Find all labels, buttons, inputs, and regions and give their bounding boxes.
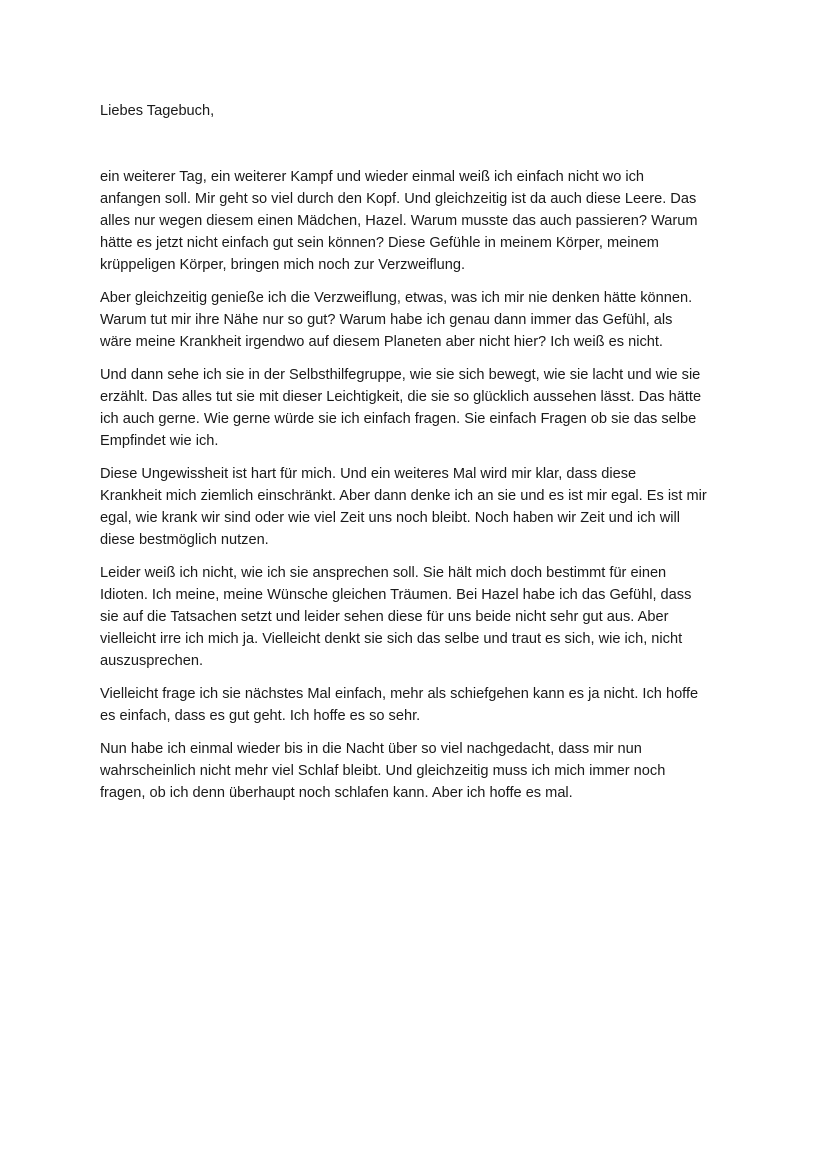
text-line: auszusprechen. bbox=[100, 653, 204, 669]
text-line: es einfach, dass es gut geht. Ich hoffe es so sehr. bbox=[100, 708, 421, 724]
salutation: Liebes Tagebuch, bbox=[100, 103, 215, 119]
diary-entry bbox=[100, 100, 725, 815]
text-line: fragen, ob ich denn überhaupt noch schlafen kann. Aber ich hoffe es mal. bbox=[100, 785, 573, 801]
text-line: erzählt. Das alles tut sie mit dieser Leichtigkeit, die sie so glücklich aussehen lässt. Das hätte bbox=[100, 389, 702, 405]
text-line: Vielleicht frage ich sie nächstes Mal einfach, mehr als schiefgehen kann es ja nicht. Ich hoffe bbox=[100, 686, 699, 702]
text-line: diese bestmöglich nutzen. bbox=[100, 532, 269, 548]
text-line: Empfindet wie ich. bbox=[100, 433, 219, 449]
text-line: hätte es jetzt nicht einfach gut sein können? Diese Gefühle in meinem Körper, meinem bbox=[100, 235, 659, 251]
text-line: Idioten. Ich meine, meine Wünsche gleichen Träumen. Bei Hazel habe ich das Gefühl, dass bbox=[100, 587, 692, 603]
text-line: anfangen soll. Mir geht so viel durch den Kopf. Und gleichzeitig ist da auch diese Leere. Das bbox=[100, 191, 697, 207]
paragraph bbox=[100, 562, 725, 672]
text-line: ich auch gerne. Wie gerne würde sie ich einfach fragen. Sie einfach Fragen ob sie das selbe bbox=[100, 411, 697, 427]
text-line: Warum tut mir ihre Nähe nur so gut? Warum habe ich genau dann immer das Gefühl, als bbox=[100, 312, 673, 328]
text-line: sie auf die Tatsachen setzt und leider sehen diese für uns beide nicht sehr gut aus. Aber bbox=[100, 609, 669, 625]
text-line: Und dann sehe ich sie in der Selbsthilfegruppe, wie sie sich bewegt, wie sie lacht und wie sie bbox=[100, 367, 701, 383]
text-line: Nun habe ich einmal wieder bis in die Nacht über so viel nachgedacht, dass mir nun bbox=[100, 741, 642, 757]
text-line: krüppeligen Körper, bringen mich noch zur Verzweiflung. bbox=[100, 257, 466, 273]
text-line: Krankheit mich ziemlich einschränkt. Aber dann denke ich an sie und es ist mir egal. Es ist mir bbox=[100, 488, 707, 504]
paragraph bbox=[100, 364, 725, 452]
text-line: alles nur wegen diesem einen Mädchen, Hazel. Warum musste das auch passieren? Warum bbox=[100, 213, 698, 229]
paragraph bbox=[100, 683, 725, 727]
text-line: Leider weiß ich nicht, wie ich sie ansprechen soll. Sie hält mich doch bestimmt für einen bbox=[100, 565, 667, 581]
paragraph bbox=[100, 287, 725, 353]
text-line: ein weiterer Tag, ein weiterer Kampf und wieder einmal weiß ich einfach nicht wo ich bbox=[100, 169, 645, 185]
paragraph bbox=[100, 463, 725, 551]
text-line: wäre meine Krankheit irgendwo auf diesem Planeten aber nicht hier? Ich weiß es nicht. bbox=[100, 334, 663, 350]
text-line: wahrscheinlich nicht mehr viel Schlaf bleibt. Und gleichzeitig muss ich mich immer noch bbox=[100, 763, 666, 779]
diary-body bbox=[100, 166, 725, 804]
text-line: Aber gleichzeitig genieße ich die Verzweiflung, etwas, was ich mir nie denken hätte können. bbox=[100, 290, 693, 306]
paragraph bbox=[100, 166, 725, 276]
text-line: Diese Ungewissheit ist hart für mich. Und ein weiteres Mal wird mir klar, dass diese bbox=[100, 466, 637, 482]
text-line: vielleicht irre ich mich ja. Vielleicht denkt sie sich das selbe und traut es sich, wie ich, nicht bbox=[100, 631, 683, 647]
paragraph bbox=[100, 738, 725, 804]
text-line: egal, wie krank wir sind oder wie viel Zeit uns noch bleibt. Noch haben wir Zeit und ich will bbox=[100, 510, 680, 526]
